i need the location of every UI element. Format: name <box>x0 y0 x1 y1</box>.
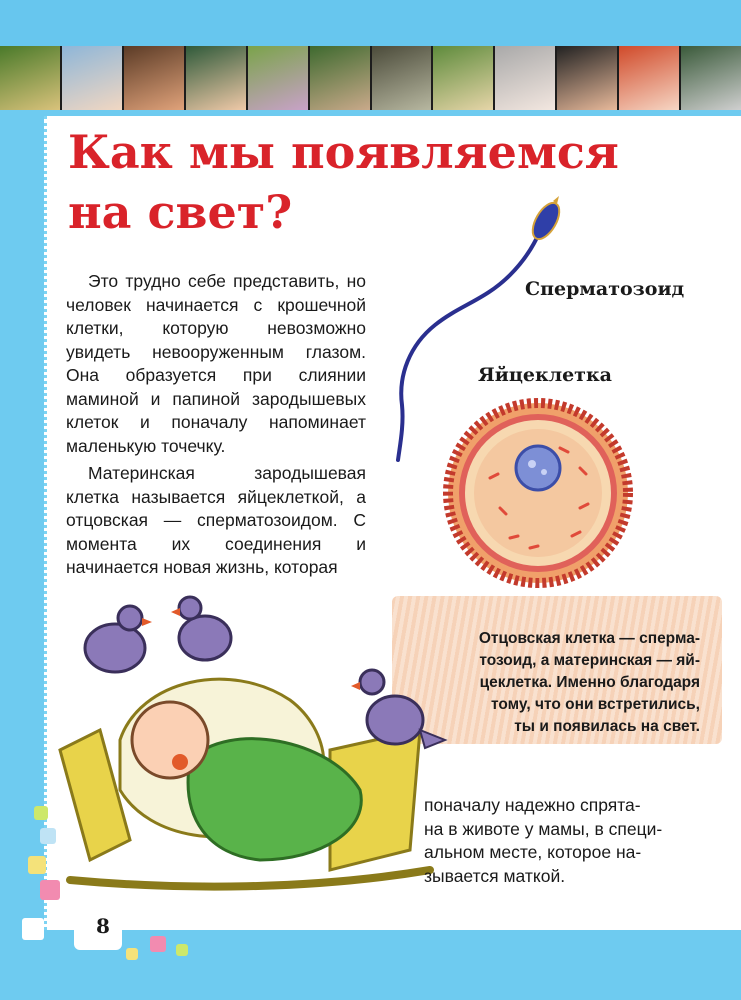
confetti-square <box>40 880 60 900</box>
callout-line: тому, что они встретились, <box>491 696 700 713</box>
pigeon-illustration <box>60 588 250 698</box>
callout-line: цеклетка. Именно благодаря <box>479 674 700 691</box>
callout-line: тозоид, а материнская — яй- <box>479 652 700 669</box>
confetti-square <box>126 948 138 960</box>
top-band <box>0 0 741 46</box>
child-photo-10 <box>557 46 617 110</box>
label-sperm: Сперматозоид <box>525 278 685 300</box>
confetti-square <box>40 828 56 844</box>
label-egg: Яйцеклетка <box>478 364 612 386</box>
child-photo-11 <box>619 46 679 110</box>
confetti-square <box>22 918 44 940</box>
child-photo-9 <box>495 46 555 110</box>
bottom-text-line: альном месте, которое на- <box>424 842 642 862</box>
child-photo-3 <box>124 46 184 110</box>
confetti-square <box>176 944 188 956</box>
pigeon-illustration <box>350 660 450 770</box>
child-photo-12 <box>681 46 741 110</box>
confetti-square <box>150 936 166 952</box>
child-photo-4 <box>186 46 246 110</box>
child-photo-1 <box>0 46 60 110</box>
bottom-text-line: зывается маткой. <box>424 865 566 886</box>
body-text <box>66 270 366 584</box>
body-paragraph-2: Материнская зародышевая клетка называется яйцеклеткой, а отцовская — сперматозоидом. С момента их соединения и начинается новая жизнь, которая <box>66 463 366 577</box>
child-photo-2 <box>62 46 122 110</box>
child-photo-5 <box>248 46 308 110</box>
bottom-text-line: на в животе у мамы, в специ- <box>424 818 663 839</box>
callout-line: ты и появилась на свет. <box>514 718 700 735</box>
confetti-square <box>34 806 48 820</box>
child-photo-6 <box>310 46 370 110</box>
body-paragraph-1: Это трудно себе представить, но человек начинается с крошечной клетки, которую невозможно увидеть невооруженным глазом. Она образуется при слиянии маминой и папиной зародышевых клеток и поначалу напоминает маленькую точечку. <box>66 271 366 456</box>
page-title-line-1: Как мы появляемся <box>68 125 619 179</box>
child-photo-7 <box>372 46 432 110</box>
egg-cell-illustration <box>440 398 636 588</box>
bottom-text-line: поначалу надежно спрята- <box>424 795 641 815</box>
child-photo-8 <box>433 46 493 110</box>
callout-line: Отцовская клетка — сперма- <box>478 630 700 647</box>
photo-strip <box>0 46 741 110</box>
confetti-square <box>28 856 46 874</box>
page-title-line-2: на свет? <box>68 185 293 239</box>
page-number: 8 <box>96 914 110 938</box>
bottom-text <box>424 794 700 888</box>
